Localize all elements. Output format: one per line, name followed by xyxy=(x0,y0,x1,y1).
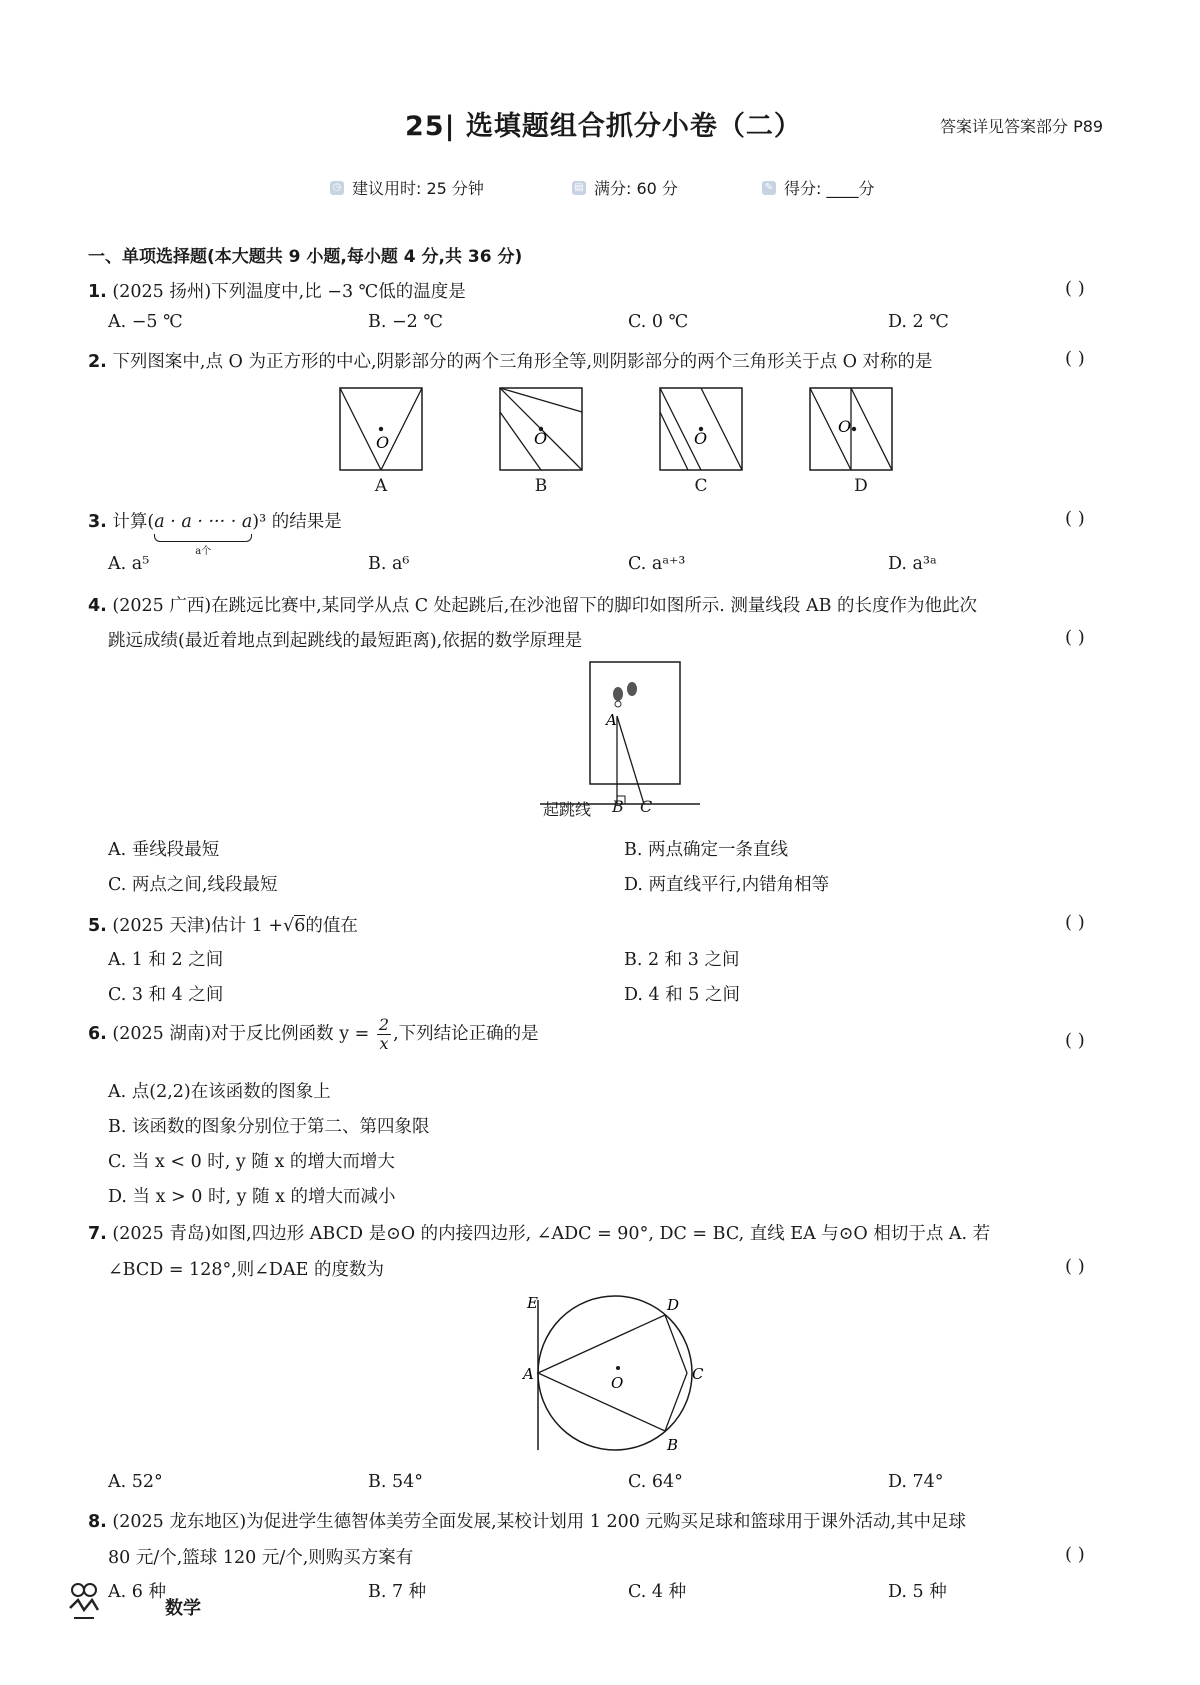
score-label: 满分: 60 分 xyxy=(594,179,678,198)
answer-paren[interactable]: ( ) xyxy=(1065,508,1085,529)
circle-figure xyxy=(515,1290,715,1460)
answer-reference: 答案详见答案部分 P89 xyxy=(940,117,1104,136)
question-text-line1: (2025 青岛)如图,四边形 ABCD 是⊙O 的内接四边形, ∠ADC = 90°, DC = BC, 直线 EA 与⊙O 相切于点 A. 若 xyxy=(112,1224,991,1244)
figure-label-b: B xyxy=(534,476,548,496)
page-title: 25| 选填题组合抓分小卷（二） xyxy=(405,111,802,142)
figure-label-d: D xyxy=(854,476,868,496)
point-o-label: O xyxy=(838,417,852,436)
fraction: $\frac{2}{x}$ xyxy=(378,1015,390,1053)
question-text-a: (2025 天津)估计 1 + xyxy=(112,916,284,936)
option-c[interactable]: C. 64° xyxy=(628,1472,683,1492)
footprint-icon xyxy=(613,682,637,707)
option-b[interactable]: B. −2 ℃ xyxy=(368,312,443,332)
option-a[interactable]: A. 点(2,2)在该函数的图象上 xyxy=(108,1082,331,1102)
answer-paren[interactable]: ( ) xyxy=(1065,348,1085,369)
brand-logo xyxy=(64,1580,104,1624)
answer-paren[interactable]: ( ) xyxy=(1065,1030,1085,1051)
question-number: 1. xyxy=(88,282,107,302)
option-c[interactable]: C. aᵃ⁺³ xyxy=(628,554,686,574)
point-b-label: B xyxy=(612,797,624,816)
figure-label-a: A xyxy=(374,476,388,496)
question-1 xyxy=(88,278,466,303)
option-d[interactable]: D. 5 种 xyxy=(888,1582,947,1602)
option-a[interactable]: A. 垂线段最短 xyxy=(108,840,220,860)
sqrt-sign: √ xyxy=(283,916,295,936)
option-d[interactable]: D. 4 和 5 之间 xyxy=(624,985,740,1005)
q2-figures xyxy=(330,382,920,502)
option-c[interactable]: C. 当 x < 0 时, y 随 x 的增大而增大 xyxy=(108,1152,395,1172)
product-expression: a · a · ··· · a a个 xyxy=(154,512,253,557)
got-info xyxy=(762,176,874,199)
pencil-icon: ✎ xyxy=(762,181,776,195)
figure-a[interactable] xyxy=(340,388,422,470)
question-text-b: ,下列结论正确的是 xyxy=(393,1024,539,1044)
answer-paren[interactable]: ( ) xyxy=(1065,912,1085,933)
time-info xyxy=(330,176,484,199)
question-5 xyxy=(88,912,358,937)
option-a[interactable]: A. 1 和 2 之间 xyxy=(108,950,224,970)
clock-icon: ◷ xyxy=(330,181,344,195)
option-d[interactable]: D. 2 ℃ xyxy=(888,312,949,332)
question-number: 6. xyxy=(88,1024,107,1044)
option-c[interactable]: C. 0 ℃ xyxy=(628,312,689,332)
question-text-line2: 80 元/个,篮球 120 元/个,则购买方案有 xyxy=(108,1548,414,1568)
option-d[interactable]: D. 两直线平行,内错角相等 xyxy=(624,875,830,895)
point-o-label: O xyxy=(611,1374,624,1392)
document-icon: ▤ xyxy=(572,181,586,195)
question-number: 3. xyxy=(88,512,107,532)
question-6 xyxy=(88,1016,539,1053)
answer-paren[interactable]: ( ) xyxy=(1065,1256,1085,1277)
got-label: 得分: ____分 xyxy=(784,179,875,198)
answer-paren[interactable]: ( ) xyxy=(1065,278,1085,299)
question-text: (2025 扬州)下列温度中,比 −3 ℃低的温度是 xyxy=(112,282,466,302)
option-b[interactable]: B. 2 和 3 之间 xyxy=(624,950,740,970)
figure-c[interactable] xyxy=(660,388,742,470)
question-number: 5. xyxy=(88,916,107,936)
option-c[interactable]: C. 两点之间,线段最短 xyxy=(108,875,278,895)
figure-d[interactable] xyxy=(810,388,892,470)
question-suffix: )³ 的结果是 xyxy=(252,512,342,532)
answer-paren[interactable]: ( ) xyxy=(1065,627,1085,648)
figure-label-c: C xyxy=(694,476,708,496)
point-d-label: D xyxy=(667,1296,680,1314)
question-2 xyxy=(88,348,933,373)
question-8 xyxy=(88,1508,966,1533)
question-number: 7. xyxy=(88,1224,107,1244)
question-text-line2: ∠BCD = 128°,则∠DAE 的度数为 xyxy=(108,1260,384,1280)
question-text-line1: (2025 龙东地区)为促进学生德智体美劳全面发展,某校计划用 1 200 元购买足球和篮球用于课外活动,其中足球 xyxy=(112,1512,967,1532)
question-number: 2. xyxy=(88,352,107,372)
option-a[interactable]: A. 6 种 xyxy=(108,1582,166,1602)
figure-b[interactable] xyxy=(500,388,582,470)
question-text: 下列图案中,点 O 为正方形的中心,阴影部分的两个三角形全等,则阴影部分的两个三角形关于点 O 对称的是 xyxy=(112,352,933,372)
option-b[interactable]: B. 54° xyxy=(368,1472,424,1492)
point-b-label: B xyxy=(667,1436,679,1454)
question-text-a: (2025 湖南)对于反比例函数 y = xyxy=(112,1024,370,1044)
score-info xyxy=(572,176,678,199)
option-b[interactable]: B. 该函数的图象分别位于第二、第四象限 xyxy=(108,1117,430,1137)
time-label: 建议用时: 25 分钟 xyxy=(352,179,484,198)
option-a[interactable]: A. 52° xyxy=(108,1472,163,1492)
option-a[interactable]: A. a⁵ xyxy=(108,554,150,574)
option-b[interactable]: B. 7 种 xyxy=(368,1582,427,1602)
option-d[interactable]: D. a³ᵃ xyxy=(888,554,937,574)
question-text-line1: (2025 广西)在跳远比赛中,某同学从点 C 处起跳后,在沙池留下的脚印如图所示. 测量线段 AB 的长度作为他此次 xyxy=(112,596,978,616)
option-c[interactable]: C. 4 种 xyxy=(628,1582,687,1602)
point-o-label: O xyxy=(534,429,548,448)
point-a-label: A xyxy=(606,711,617,729)
question-3 xyxy=(88,508,342,557)
question-number: 8. xyxy=(88,1512,107,1532)
option-b[interactable]: B. 两点确定一条直线 xyxy=(624,840,788,860)
option-b[interactable]: B. a⁶ xyxy=(368,554,410,574)
question-7 xyxy=(88,1220,990,1245)
point-c-label: C xyxy=(640,797,653,816)
question-text-line2: 跳远成绩(最近着地点到起跳线的最短距离),依据的数学原理是 xyxy=(108,631,583,651)
option-d[interactable]: D. 当 x > 0 时, y 随 x 的增大而减小 xyxy=(108,1187,396,1207)
underbrace-label: a个 xyxy=(195,546,212,557)
point-e-label: E xyxy=(527,1294,538,1312)
point-c-label: C xyxy=(692,1365,704,1383)
option-c[interactable]: C. 3 和 4 之间 xyxy=(108,985,224,1005)
footer-subject: 数学 xyxy=(165,1598,201,1619)
question-prefix: 计算( xyxy=(112,512,155,532)
point-o-label: O xyxy=(376,433,390,452)
question-text-b: 的值在 xyxy=(305,916,358,936)
question-4 xyxy=(88,592,977,617)
radicand: 6 xyxy=(294,916,306,936)
point-a-label: A xyxy=(523,1365,534,1383)
question-number: 4. xyxy=(88,596,107,616)
section-title: 一、单项选择题(本大题共 9 小题,每小题 4 分,共 36 分) xyxy=(88,247,523,267)
start-line-label: 起跳线 xyxy=(543,800,592,819)
answer-paren[interactable]: ( ) xyxy=(1065,1544,1085,1565)
option-d[interactable]: D. 74° xyxy=(888,1472,944,1492)
option-a[interactable]: A. −5 ℃ xyxy=(108,312,183,332)
point-o-label: O xyxy=(694,429,708,448)
